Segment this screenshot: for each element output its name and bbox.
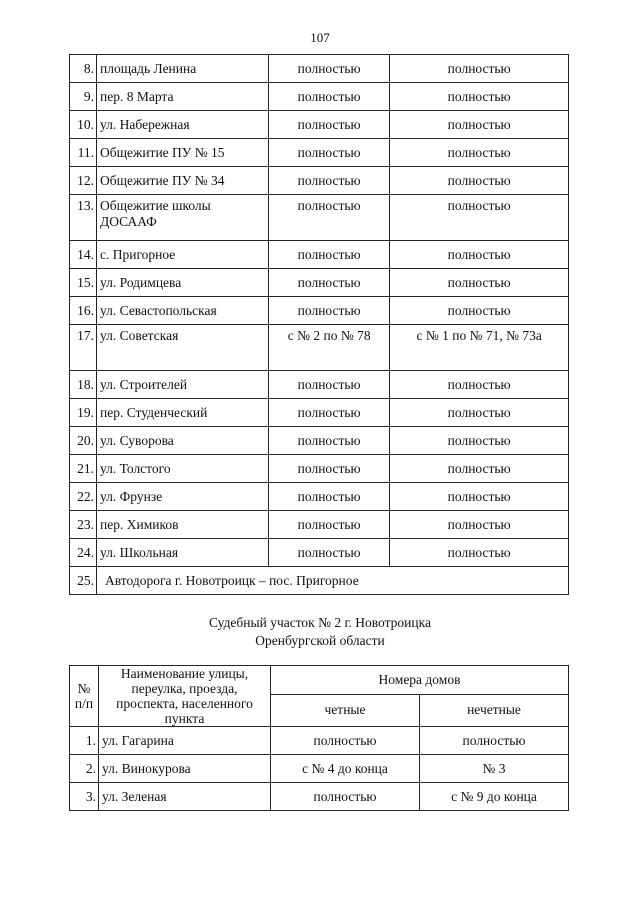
row-number: 24.	[70, 539, 97, 567]
table-row	[70, 399, 569, 427]
odd-numbers: № 3	[420, 755, 569, 783]
even-numbers: полностью	[269, 539, 390, 567]
row-number: 21.	[70, 455, 97, 483]
odd-numbers: с № 9 до конца	[420, 783, 569, 811]
street-name: ул. Родимцева	[97, 269, 269, 297]
even-numbers: полностью	[269, 55, 390, 83]
even-numbers: полностью	[269, 83, 390, 111]
street-name: Общежитие школы ДОСААФ	[97, 195, 269, 241]
table-row	[70, 167, 569, 195]
table-row	[70, 455, 569, 483]
street-name: пер. Студенческий	[97, 399, 269, 427]
row-number: 10.	[70, 111, 97, 139]
odd-numbers: с № 1 по № 71, № 73а	[390, 325, 569, 371]
odd-numbers: полностью	[390, 483, 569, 511]
table-row	[70, 427, 569, 455]
odd-numbers: полностью	[390, 111, 569, 139]
header-even: четные	[271, 694, 420, 726]
street-name: ул. Строителей	[97, 371, 269, 399]
header-number: № п/п	[70, 666, 99, 727]
row-number: 1.	[70, 727, 99, 755]
street-name: ул. Суворова	[97, 427, 269, 455]
even-numbers: полностью	[269, 269, 390, 297]
row-number: 12.	[70, 167, 97, 195]
even-numbers: полностью	[269, 427, 390, 455]
row-number: 3.	[70, 783, 99, 811]
header-odd: нечетные	[420, 694, 569, 726]
street-name: с. Пригорное	[97, 241, 269, 269]
even-numbers: полностью	[269, 455, 390, 483]
odd-numbers: полностью	[390, 427, 569, 455]
odd-numbers: полностью	[390, 399, 569, 427]
street-name: ул. Толстого	[97, 455, 269, 483]
road-name: Автодорога г. Новотроицк – пос. Пригорное	[97, 567, 569, 595]
table-row	[70, 511, 569, 539]
street-name: Общежитие ПУ № 34	[97, 167, 269, 195]
even-numbers: полностью	[271, 783, 420, 811]
table-row	[70, 539, 569, 567]
page-number: 107	[310, 30, 330, 45]
table-row	[70, 755, 569, 783]
section-heading-line1: Судебный участок № 2 г. Новотроицка	[209, 615, 431, 630]
even-numbers: полностью	[269, 167, 390, 195]
street-name: ул. Советская	[97, 325, 269, 371]
street-name: ул. Школьная	[97, 539, 269, 567]
section-heading	[0, 614, 640, 650]
even-numbers: с № 4 до конца	[271, 755, 420, 783]
odd-numbers: полностью	[390, 55, 569, 83]
even-numbers: полностью	[269, 371, 390, 399]
table-row	[70, 727, 569, 755]
odd-numbers: полностью	[390, 139, 569, 167]
odd-numbers: полностью	[390, 241, 569, 269]
even-numbers: полностью	[269, 297, 390, 325]
row-number: 18.	[70, 371, 97, 399]
even-numbers: полностью	[269, 399, 390, 427]
row-number: 16.	[70, 297, 97, 325]
street-name: ул. Гагарина	[99, 727, 271, 755]
streets-table-continued	[69, 54, 569, 595]
table-row	[70, 483, 569, 511]
table-row	[70, 325, 569, 371]
odd-numbers: полностью	[420, 727, 569, 755]
street-name: ул. Набережная	[97, 111, 269, 139]
street-name: ул. Винокурова	[99, 755, 271, 783]
even-numbers: полностью	[269, 483, 390, 511]
table-row	[70, 241, 569, 269]
table-row	[70, 195, 569, 241]
row-number: 20.	[70, 427, 97, 455]
even-numbers: с № 2 по № 78	[269, 325, 390, 371]
header-street-name: Наименование улицы, переулка, проезда, проспекта, населенного пункта	[99, 666, 271, 727]
row-number: 22.	[70, 483, 97, 511]
even-numbers: полностью	[269, 111, 390, 139]
odd-numbers: полностью	[390, 83, 569, 111]
table-row	[70, 55, 569, 83]
street-name: ул. Фрунзе	[97, 483, 269, 511]
even-numbers: полностью	[269, 511, 390, 539]
street-name: пер. 8 Марта	[97, 83, 269, 111]
row-number: 11.	[70, 139, 97, 167]
table-row	[70, 139, 569, 167]
row-number: 9.	[70, 83, 97, 111]
row-number: 2.	[70, 755, 99, 783]
row-number: 13.	[70, 195, 97, 241]
odd-numbers: полностью	[390, 371, 569, 399]
row-number: 25.	[70, 567, 97, 595]
section-heading-line2: Оренбургской области	[255, 633, 385, 648]
table-row	[70, 783, 569, 811]
table-row-road	[70, 567, 569, 595]
table-row	[70, 371, 569, 399]
even-numbers: полностью	[271, 727, 420, 755]
row-number: 23.	[70, 511, 97, 539]
odd-numbers: полностью	[390, 195, 569, 241]
odd-numbers: полностью	[390, 297, 569, 325]
table-row	[70, 83, 569, 111]
row-number: 17.	[70, 325, 97, 371]
even-numbers: полностью	[269, 195, 390, 241]
row-number: 14.	[70, 241, 97, 269]
street-name: площадь Ленина	[97, 55, 269, 83]
street-name: Общежитие ПУ № 15	[97, 139, 269, 167]
even-numbers: полностью	[269, 241, 390, 269]
row-number: 8.	[70, 55, 97, 83]
table-row	[70, 111, 569, 139]
row-number: 15.	[70, 269, 97, 297]
odd-numbers: полностью	[390, 167, 569, 195]
table-row	[70, 269, 569, 297]
row-number: 19.	[70, 399, 97, 427]
header-house-numbers: Номера домов	[271, 666, 569, 695]
even-numbers: полностью	[269, 139, 390, 167]
odd-numbers: полностью	[390, 511, 569, 539]
odd-numbers: полностью	[390, 539, 569, 567]
odd-numbers: полностью	[390, 455, 569, 483]
table-row	[70, 297, 569, 325]
odd-numbers: полностью	[390, 269, 569, 297]
court-district-2-table	[69, 665, 569, 811]
street-name: ул. Зеленая	[99, 783, 271, 811]
street-name: пер. Химиков	[97, 511, 269, 539]
street-name: ул. Севастопольская	[97, 297, 269, 325]
